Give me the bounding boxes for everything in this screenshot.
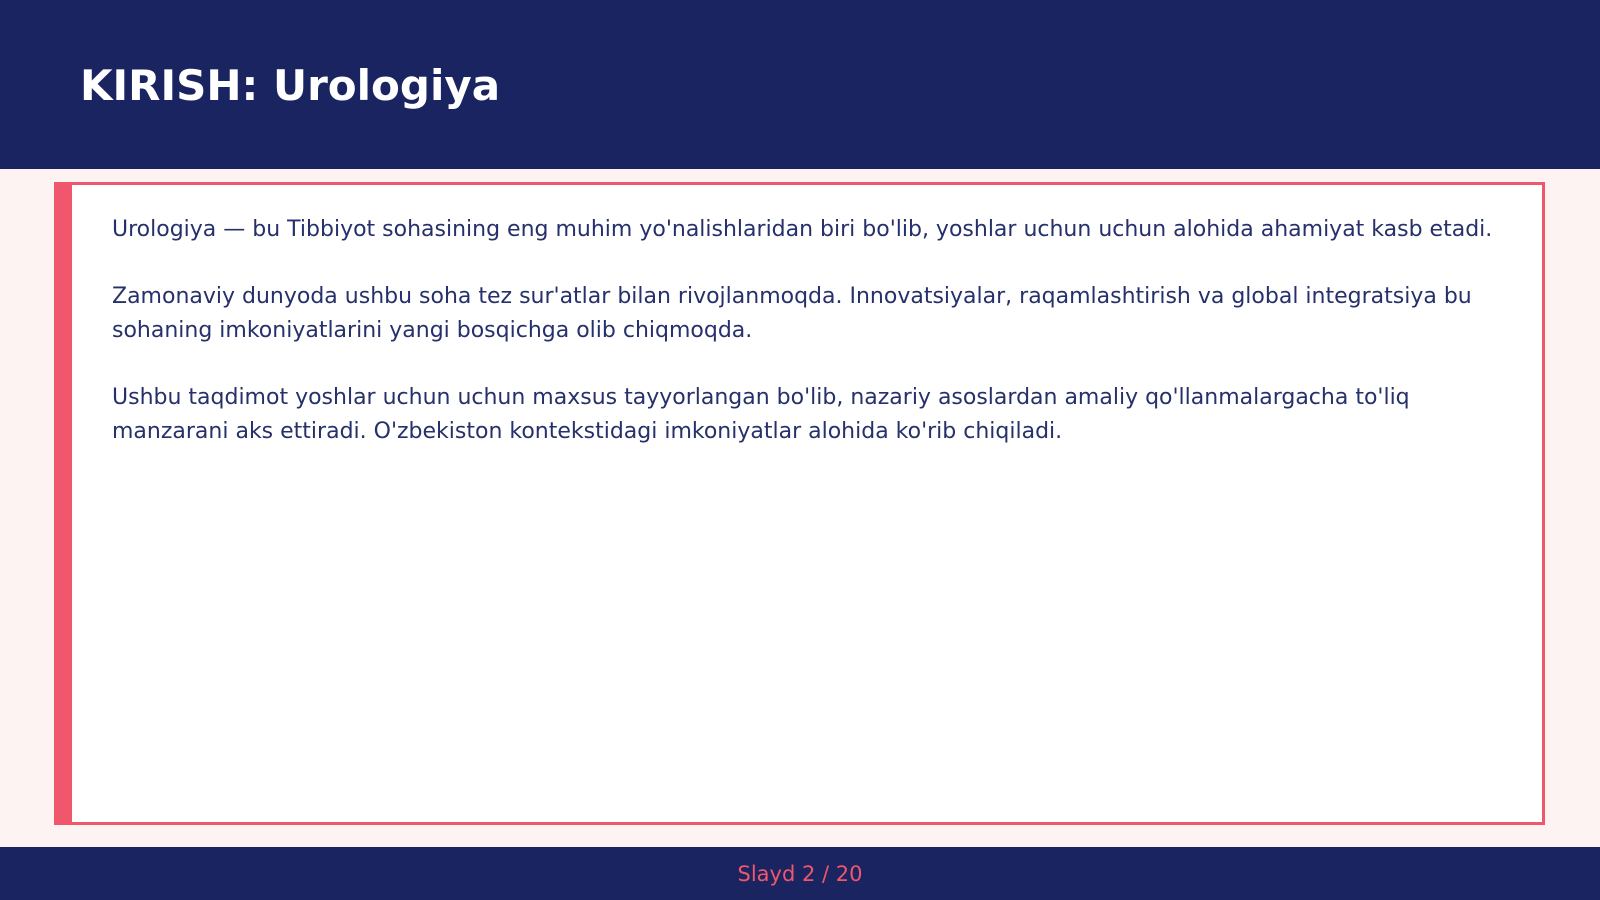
content-card — [54, 182, 1545, 825]
slide-footer — [0, 847, 1600, 900]
paragraph-development: Zamonaviy dunyoda ushbu soha tez sur'atlar bilan rivojlanmoqda. Innovatsiyalar, raqamlashtirish va global integratsiya bu sohaning imkoniyatlarini yangi bosqichga olib chiqmoqda. — [112, 284, 1472, 343]
paragraph-presentation: Ushbu taqdimot yoshlar uchun uchun maxsus tayyorlangan bo'lib, nazariy asoslardan amaliy qo'llanmalargacha to'liq manzarani aks ettiradi. O'zbekiston kontekstidagi imkoniyatlar alohida ko'rib chiqiladi. — [112, 385, 1410, 444]
content-text — [112, 213, 1507, 482]
paragraph-intro: Urologiya — bu Tibbiyot sohasining eng muhim yo'nalishlaridan biri bo'lib, yoshlar uchun uchun alohida ahamiyat kasb etadi. — [112, 217, 1493, 242]
slide-title: KIRISH: Urologiya — [80, 61, 501, 110]
slide-counter: Slayd 2 / 20 — [737, 862, 863, 886]
slide-header — [0, 0, 1600, 169]
